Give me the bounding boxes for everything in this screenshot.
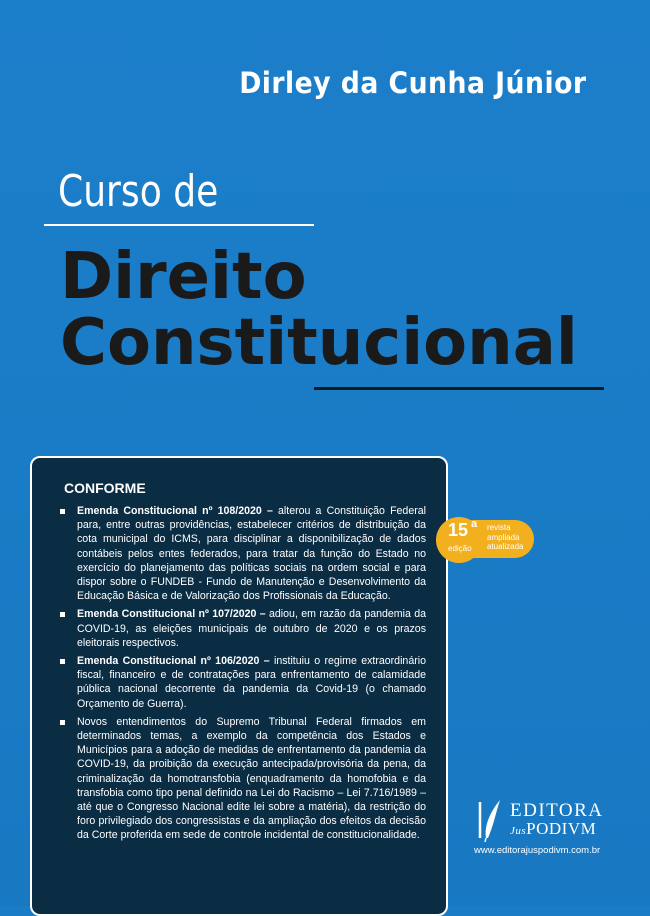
publisher-name: EDITORA	[510, 800, 604, 821]
list-item	[54, 607, 426, 650]
item-text: instituiu o regime extraordinário fiscal, financeiro e de contratações para enfrentamento de calamidade pública nacional decorrente da pandemia da Covid-19 (o chamado Orçamento de Guerra).	[77, 655, 426, 710]
contents-panel	[30, 456, 448, 916]
list-item	[54, 654, 426, 711]
edition-notes	[487, 523, 523, 552]
edition-badge	[436, 517, 534, 561]
bullet-icon	[60, 509, 65, 514]
edition-note: atualizada	[487, 542, 524, 551]
item-lead: Emenda Constitucional nº 106/2020 –	[77, 655, 270, 668]
title-divider-top	[44, 224, 314, 226]
title-prefix: Curso de	[58, 166, 219, 217]
bullet-icon	[60, 659, 65, 664]
edition-label: edição	[448, 544, 472, 553]
contents-list	[54, 504, 426, 847]
item-text: adiou, em razão da pandemia da COVID-19, as eleições municipais de outubro de 2020 e os prazos eleitorais respectivos.	[77, 608, 427, 649]
book-title-line-2: Constitucional	[60, 306, 578, 380]
list-item	[54, 504, 426, 603]
edition-note: ampliada	[487, 532, 520, 542]
title-divider-bottom	[314, 387, 604, 390]
bullet-icon	[60, 720, 65, 725]
publisher-url: www.editorajuspodivm.com.br	[474, 845, 601, 856]
list-item	[54, 715, 426, 843]
item-text: alterou a Constituição Federal para, entre outras providências, estabelecer critérios de distribuição da cota municipal do ICMS, para disciplinar a disponibilização de dados contábeis pelos entes federados, para tratar da função do Estado no exercício do planejamento das políticas sociais na ordem social e para dispor sobre o FUNDEB - Fundo de Manutenção e Desenvolvimento da Educação Básica e de Valorização dos Profissionais da Educação.	[77, 505, 426, 603]
edition-suffix: a	[471, 518, 478, 530]
publisher-sub-rest: PODIVM	[526, 819, 597, 838]
item-lead: Emenda Constitucional nº 107/2020 –	[77, 608, 266, 621]
author-name: Dirley da Cunha Júnior	[238, 66, 586, 100]
publisher-sub-jus: Jus	[510, 825, 527, 837]
item-lead: Emenda Constitucional nº 108/2020 –	[77, 505, 273, 517]
book-title-line-1: Direito	[60, 240, 307, 314]
bullet-icon	[60, 612, 65, 617]
quill-icon	[474, 798, 504, 842]
item-text: Novos entendimentos do Supremo Tribunal Federal firmados em determinados temas, a exemplo da competência dos Estados e Municípios para a adoção de medidas de enfrentamento da pandemia da COVID-19, da proibição da execução antecipada/provisória da pena, da criminalização da homotransfobia (enquadramento da homofobia e da transfobia como tipo penal definido na Lei do Racismo – Lei 7.716/1989 – até que o Congresso Nacional edite lei sobre a matéria), da restrição do foro privilegiado dos congressistas e da ampliação dos efeitos da decisão da Corte proferida em sede de controle incidental de constitucionalidade.	[77, 715, 426, 842]
edition-number: 15	[448, 520, 469, 540]
panel-heading: CONFORME	[64, 480, 146, 496]
publisher-subname	[510, 819, 596, 839]
edition-note: revista	[487, 523, 511, 532]
